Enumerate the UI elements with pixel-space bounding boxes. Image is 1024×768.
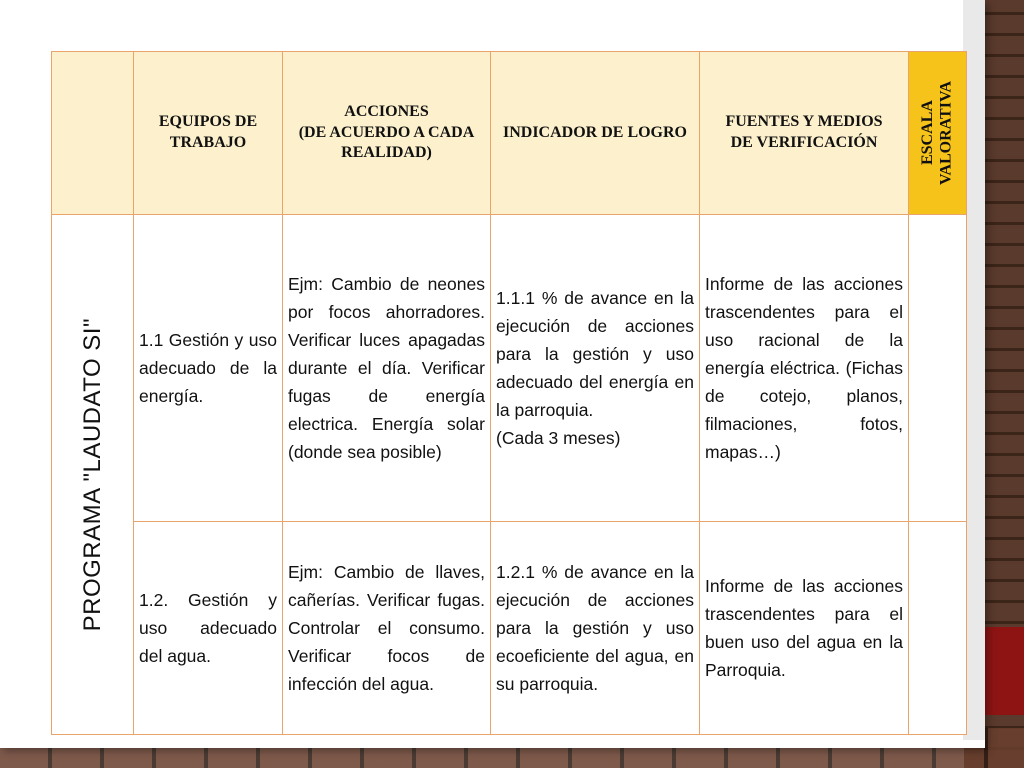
indicador-cell: 1.2.1 % de avance en la ejecución de acciones para la gestión y uso ecoeficiente del agua, en su parroquia. bbox=[491, 522, 700, 735]
table-row bbox=[52, 522, 967, 735]
escala-cell bbox=[909, 215, 967, 522]
accion-cell: Ejm: Cambio de neones por focos ahorradores. Verificar luces apagadas durante el día. Verificar fugas de energía electrica. Energía solar (donde sea posible) bbox=[283, 215, 491, 522]
header-empty-cell bbox=[52, 52, 134, 215]
equipo-cell: 1.2. Gestión y uso adecuado del agua. bbox=[134, 522, 283, 735]
header-fuentes: FUENTES Y MEDIOS DE VERIFICACIÓN bbox=[700, 52, 909, 215]
equipo-cell: 1.1 Gestión y uso adecuado de la energía. bbox=[134, 215, 283, 522]
header-equipos: EQUIPOS DE TRABAJO bbox=[134, 52, 283, 215]
header-escala bbox=[909, 52, 967, 215]
fuente-cell: Informe de las acciones trascendentes para el buen uso del agua en la Parroquia. bbox=[700, 522, 909, 735]
evaluation-table-container bbox=[51, 51, 966, 734]
header-row bbox=[52, 52, 967, 215]
header-escala-label: ESCALA VALORATIVA bbox=[919, 80, 955, 186]
fuente-cell: Informe de las acciones trascendentes para el uso racional de la energía eléctrica. (Fichas de cotejo, planos, filmaciones, fotos, mapas…) bbox=[700, 215, 909, 522]
evaluation-table bbox=[51, 51, 967, 735]
table-row bbox=[52, 215, 967, 522]
accion-cell: Ejm: Cambio de llaves, cañerías. Verificar fugas. Controlar el consumo. Verificar focos de infección del agua. bbox=[283, 522, 491, 735]
header-indicador: INDICADOR DE LOGRO bbox=[491, 52, 700, 215]
indicador-cell: 1.1.1 % de avance en la ejecución de acciones para la gestión y uso adecuado del energía en la parroquia. (Cada 3 meses) bbox=[491, 215, 700, 522]
program-cell bbox=[52, 215, 134, 735]
escala-cell bbox=[909, 522, 967, 735]
header-acciones: ACCIONES (DE ACUERDO A CADA REALIDAD) bbox=[283, 52, 491, 215]
program-label: PROGRAMA "LAUDATO SI" bbox=[78, 317, 106, 632]
